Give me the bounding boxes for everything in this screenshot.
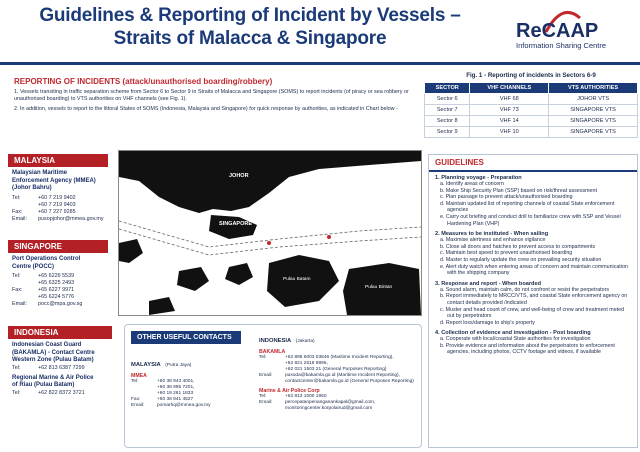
agency-name: (BAKAMLA) - Contact Centre xyxy=(12,349,95,356)
guideline-item: b. Make Ship Security Plan (SSP) based on risk/threat assessment xyxy=(440,187,597,194)
header-rule xyxy=(0,62,640,65)
guideline-item: b. Close all doors and hatches to prevent access to compartments xyxy=(440,243,596,250)
straits-map xyxy=(118,150,422,316)
email: pusopjohor@mmea.gov.my xyxy=(38,215,104,222)
vts-table xyxy=(424,82,638,138)
guideline-item: a. Identify areas of concern xyxy=(440,181,504,187)
table-cell: SINGAPORE VTS xyxy=(549,105,638,116)
reporting-paragraph-2: 2. In addition, vessels to report to the littoral States of SOMS (Indonesia, Malaysia and Singapore) for quick response by authorities, as indicated in Chart below - xyxy=(14,106,398,113)
guideline-section: 4. Collection of evidence and investigation - Post boarding xyxy=(435,330,591,337)
fax: +60 7 227 9285 xyxy=(38,208,76,215)
singapore-contact-box xyxy=(8,240,114,320)
guideline-item: c. Maintain best speed to prevent unauthorised boarding xyxy=(440,250,573,257)
phone: +62 895 6003 03846 (Maritime Incident Reporting), xyxy=(285,355,394,360)
country: INDONESIA xyxy=(259,338,292,344)
singapore-tag: SINGAPORE xyxy=(8,240,108,253)
org-name: BAKAMLA xyxy=(259,349,286,355)
fax: +60 38 941 4527 xyxy=(157,397,194,402)
guideline-item: c. Muster and head count of crew, and well-being of crew and treatment meted out by perpetrators xyxy=(440,306,625,320)
page-title xyxy=(0,4,500,50)
table-cell: VHF 68 xyxy=(470,94,549,105)
label: Email: xyxy=(12,215,27,222)
vts-header-vhf: VHF CHANNELS xyxy=(470,83,549,94)
agency-name: Port Operations Control xyxy=(12,256,81,262)
label: Email: xyxy=(12,301,27,307)
table-cell: Sector 7 xyxy=(425,105,470,116)
recaap-logo xyxy=(516,10,636,56)
city: (Putra Jaya) xyxy=(165,363,192,368)
indonesia-tag: INDONESIA xyxy=(8,326,112,339)
table-cell: SINGAPORE VTS xyxy=(549,116,638,127)
vts-header-sector: SECTOR xyxy=(425,83,470,94)
label: Tel: xyxy=(12,364,21,371)
guideline-item: d. Report loss/damage to ship's property xyxy=(440,319,535,326)
reporting-section xyxy=(4,72,424,144)
logo-subtitle: Information Sharing Centre xyxy=(516,41,607,50)
table-row xyxy=(425,127,638,138)
other-indonesia xyxy=(259,329,419,412)
label: Fax: xyxy=(131,397,141,402)
other-contacts-title: OTHER USEFUL CONTACTS xyxy=(131,331,241,344)
label: Tel: xyxy=(12,194,21,201)
guideline-section: 3. Response and report - When boarded xyxy=(435,280,541,287)
label: Tel: xyxy=(131,379,139,384)
malaysia-contact-box xyxy=(8,154,114,234)
phone: +62 021 1503 21 (General Purposes Reporting) xyxy=(285,367,387,372)
reporting-title: REPORTING OF INCIDENTS (attack/unauthorised boarding/robbery) xyxy=(14,77,273,86)
fax: +65 6224 5776 xyxy=(38,294,75,300)
indonesia-contact-box xyxy=(8,326,118,416)
phone: +65 6325 2493 xyxy=(38,280,75,286)
table-cell: SINGAPORE VTS xyxy=(549,127,638,138)
label: Email: xyxy=(259,400,273,405)
label: Tel: xyxy=(12,273,21,279)
map-label-singapore: SINGAPORE xyxy=(219,221,253,227)
phone: +62 821 2518 9896, xyxy=(285,361,328,366)
agency-name: Western Zone (Pulau Batam) xyxy=(12,357,94,363)
guideline-section: 1. Planning voyage - Preparation xyxy=(435,175,522,181)
email: pusoda@bakamla.go.id (Maritime Incident Reporting), xyxy=(285,373,400,378)
phone: +62 822 8372 3721 xyxy=(38,389,85,396)
map-graphic xyxy=(119,151,421,315)
country: MALAYSIA xyxy=(131,362,161,368)
guideline-item: a. Sound alarm, maintain calm, do not confront or resist the perpetrators xyxy=(440,286,609,293)
label: Fax: xyxy=(12,208,23,215)
agency-name: Regional Marine & Air Police xyxy=(12,374,94,381)
guideline-item: b. Provide evidence and information about the perpetrators to enforcement agencies, including photos, CCTV footage and videos, if available xyxy=(440,342,615,356)
guidelines-title: GUIDELINES xyxy=(435,158,484,167)
label: Tel: xyxy=(259,394,267,399)
agency-name: Enforcement Agency (MMEA) xyxy=(12,177,96,184)
agency-name: Centre (POCC) xyxy=(12,263,55,270)
other-contacts-box xyxy=(124,324,422,448)
agency-name: of Riau (Pulau Batam) xyxy=(12,382,75,388)
agency-name: (Johor Bahru) xyxy=(12,185,52,191)
table-cell: VHF 14 xyxy=(470,116,549,127)
reporting-paragraph-1: 1. Vessels transiting in traffic separation scheme from Sector 6 to Sector 9 in Straits of Malacca and Singapore (SOMS) to report incidents (of piracy or sea robbery or unauthorised boarding) to VTS authorities on VHF channels (see Fig. 1). xyxy=(14,89,409,103)
table-cell: Sector 8 xyxy=(425,116,470,127)
guideline-item: e. Carry out briefing and conduct drill to familiarize crew with SSP and Vessel Hardening Plan (VHP) xyxy=(440,213,621,227)
org-name: Marine & Air Police Corp xyxy=(259,388,320,394)
logo-brand: ReCAAP xyxy=(516,20,599,42)
table-cell: Sector 9 xyxy=(425,127,470,138)
guideline-item: a. Cooperate with local/coastal State authorities for investigation xyxy=(440,336,591,343)
guidelines-header xyxy=(429,155,637,172)
phone: +60 19 261 1833 xyxy=(157,391,194,396)
email: pomarhq@mmea.gov.my xyxy=(157,403,211,408)
table-cell: Sector 6 xyxy=(425,94,470,105)
other-malaysia xyxy=(131,353,255,409)
guidelines-box xyxy=(428,154,638,448)
malaysia-tag: MALAYSIA xyxy=(8,154,108,167)
table-cell: VHF 73 xyxy=(470,105,549,116)
org-name: MMEA xyxy=(131,373,147,379)
map-label-bintan: Pulau Bintan xyxy=(365,285,393,290)
email: pocc@mpa.gov.sg xyxy=(38,301,83,307)
guideline-item: b. Report immediately to MRCC/VTS, and coastal State enforcement agency on contact details provided /indicated xyxy=(440,293,628,306)
phone: +60 38 943 4001, xyxy=(157,379,195,384)
city: (Jakarta) xyxy=(295,339,315,344)
email: percepatanpenanganankapal@gmail.com, xyxy=(285,400,376,405)
email: contactcenter@bakamla.go.id (General Purposes Reporting) xyxy=(285,379,414,384)
guideline-item: d. Maintain updated list of reporting channels of coastal State enforcement agencies xyxy=(440,200,615,214)
agency-name: Indonesian Coast Guard xyxy=(12,342,82,348)
phone: +60 7 219 9402 xyxy=(38,194,76,201)
guideline-item: d. Master to regularly update the crew on prevailing security situation xyxy=(440,256,602,263)
fax: +65 6227 9971 xyxy=(38,287,75,293)
label: Email: xyxy=(259,373,273,378)
title-line-1: Guidelines & Reporting of Incident by Vessels – xyxy=(39,5,461,26)
label: Tel: xyxy=(259,355,267,360)
agency-name: Malaysian Maritime xyxy=(12,170,68,176)
phone: +60 7 219 9403 xyxy=(38,201,76,208)
map-label-johor: JOHOR xyxy=(229,173,249,179)
guideline-item: e. Alert duty watch when entering areas of concern and maintain communication with the shipping company xyxy=(440,263,628,277)
map-label-batam: Pulau Batam xyxy=(283,277,311,282)
phone: +60 38 995 7201, xyxy=(157,385,195,390)
email: monitoringcenter.korpolairud@gmail.com xyxy=(285,406,373,411)
table-row xyxy=(425,94,638,105)
table-row xyxy=(425,105,638,116)
phone: +65 6226 5539 xyxy=(38,273,75,279)
fig1-panel xyxy=(424,72,638,138)
table-cell: VHF 10 xyxy=(470,127,549,138)
label: Fax: xyxy=(12,287,23,293)
fig1-caption: Fig. 1 - Reporting of incidents in Sectors 6-9 xyxy=(466,72,596,79)
phone: +62 813 6387 7299 xyxy=(38,364,85,371)
guideline-item: c. Plan passage to prevent attack/unauthorised boarding xyxy=(440,194,573,201)
vts-header-authority: VTS AUTHORITIES xyxy=(549,83,638,94)
title-line-2: Straits of Malacca & Singapore xyxy=(113,28,387,49)
guideline-section: 2. Measures to be instituted - When sailing xyxy=(435,231,549,238)
phone: +62 813 1000 1950 xyxy=(285,394,327,399)
label: Email: xyxy=(131,403,145,408)
table-row xyxy=(425,116,638,127)
label: Tel: xyxy=(12,389,21,396)
guideline-item: a. Maximise alertness and enhance vigilance xyxy=(440,237,546,244)
table-cell: JOHOR VTS xyxy=(549,94,638,105)
